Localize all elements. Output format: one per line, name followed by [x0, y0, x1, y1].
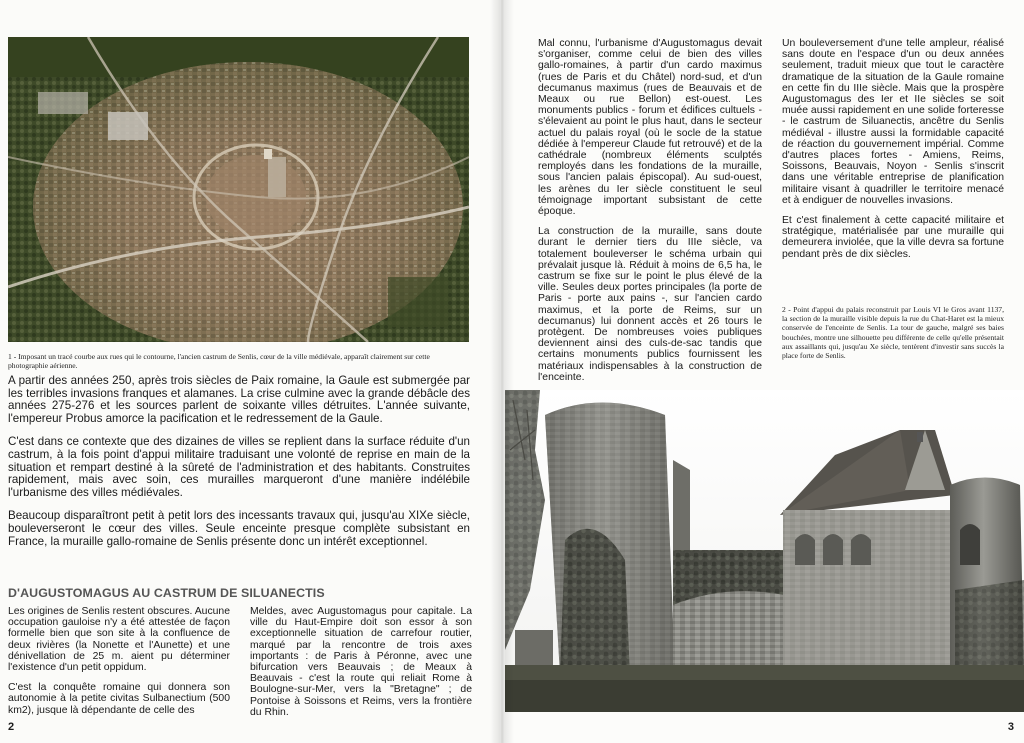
- intro-paragraph: Beaucoup disparaîtront petit à petit lors des incessants travaux qui, jusqu'au XIXe siècle, bouleverseront le cœur des villes. Seule enceinte presque complète subsistant en France, la muraille gallo-romaine de Senlis présente donc un intérêt exceptionnel.: [8, 509, 470, 548]
- column-b: [250, 606, 472, 727]
- intro-paragraph: C'est dans ce contexte que des dizaines de villes se replient dans la surface réduite d'un castrum, à la fois point d'appui militaire traduisant une volonté de reprise en main de la situation et rempart destiné à la sûreté de l'administration et des habitants. Construites rapidement, mais avec soin, ces murailles marqueront d'une manière indélébile l'urbanisme des villes médiévales.: [8, 435, 470, 499]
- page-number-left: 2: [8, 721, 15, 733]
- column-paragraph: C'est la conquête romaine qui donnera son autonomie à la petite civitas Sulbanectium (500 km2), jusque là dépendante de celle des: [8, 682, 230, 716]
- castle-photo-caption: 2 - Point d'appui du palais reconstruit par Louis VI le Gros avant 1137, la section de la muraille visible depuis la rue du Chat-Haret est la mieux conservée de l'enceinte de Senlis. La tour de gauche, malgré ses baies bouchées, montre une silhouette peu différente de celle qu'elle présentait aux assaillants qui, jusqu'au Xe siècle, tentèrent d'investir sans succès la place forte de Senlis.: [782, 305, 1004, 361]
- column-d: [782, 38, 1004, 269]
- intro-text: [8, 375, 470, 559]
- intro-paragraph: A partir des années 250, après trois siècles de Paix romaine, la Gaule est submergée par les terribles invasions franques et alamanes. La crise culmine avec la grande débâcle des années 275-276 et les sources parlent de soixante villes détruites. L'année suivante, l'empereur Probus amorce la pacification et le redressement de la Gaule.: [8, 374, 470, 425]
- column-paragraph: Meldes, avec Augustomagus pour capitale. La ville du Haut-Empire doit son essor à son exceptionnelle situation de carrefour routier, marqué par la rencontre de trois axes importants : de Paris à Péronne, avec une bifurcation vers Beauvais ; de Meaux à Beauvais - c'est la route qui reliait Rome à Boulogne-sur-Mer, vers la "Bretagne" ; de Pontoise à Soissons et Reims, vers la frontière du Rhin.: [250, 606, 472, 718]
- column-paragraph: Les origines de Senlis restent obscures. Aucune occupation gauloise n'y a été attestée de façon formelle bien que son site à la confluence de deux rivières (la Nonette et l'Aunette) et une dénivellation de 25 m. aient pu déterminer l'existence d'un petit oppidum.: [8, 606, 230, 674]
- aerial-photo-caption: 1 - Imposant un tracé courbe aux rues qui le contourne, l'ancien castrum de Senlis, cœur de la ville médiévale, apparaît clairement sur cette photographie aérienne.: [8, 352, 430, 371]
- book-gutter: [490, 0, 514, 743]
- left-page: [0, 0, 500, 743]
- column-paragraph: Un bouleversement d'une telle ampleur, réalisé sans doute en l'espace d'un ou deux années seulement, traduit mieux que tout le caractère dramatique de la situation de la Gaule romaine en cette fin du IIIe siècle. Mais que la prospère Augustomagus des Ier et IIe siècles se soit muée aussi rapidement en une solide forteresse - le castrum de Siluanectis, ancêtre du Senlis médiéval - illustre aussi la formidable capacité de réaction du gouvernement impérial. Comme d'autres places fortes - Amiens, Reims, Soissons, Beauvais, Noyon - Senlis s'inscrit dans une véritable entreprise de planification militaire visant à quadriller le territoire menacé et à endiguer de nouvelles invasions.: [782, 38, 1004, 206]
- column-c: [538, 38, 762, 392]
- section-heading: D'AUGUSTOMAGUS AU CASTRUM DE SILUANECTIS: [8, 586, 325, 600]
- column-a: [8, 606, 230, 725]
- column-paragraph: Mal connu, l'urbanisme d'Augustomagus devait s'organiser, comme celui de bien des villes gallo-romaines, à partir d'un cardo maximus (rues de Paris et du Châtel) nord-sud, et d'un decumanus maximus (rues de Beauvais et de Meaux ou rue Bellon) est-ouest. Les monuments publics - forum et édifices cultuels - s'élevaient au point le plus haut, dans le secteur actuel du palais royal (où le socle de la statue dédiée à l'empereur Claude fut retrouvé) et de la cathédrale (nombreux éléments sculptés remployés dans les fondations de la muraille, sous l'ancien palais épiscopal). Au sud-ouest, les arènes du Ier siècle constituent le seul témoignage important subsistant de cette époque.: [538, 38, 762, 218]
- column-paragraph: Et c'est finalement à cette capacité militaire et stratégique, matérialisée par une muraille qui demeurera inviolée, que la ville devra sa fortune pendant près de dix siècles.: [782, 215, 1004, 260]
- aerial-town-photo: [8, 37, 469, 342]
- column-paragraph: La construction de la muraille, sans doute durant le dernier tiers du IIIe siècle, va totalement bouleverser le schéma urbain qui prévalait jusque là. Réduit à moins de 6,5 ha, le castrum se fixe sur le point le plus élevé de la ville. Seules deux portes principales (la porte de Paris - porte aux pains -, sur l'ancien cardo maximus, et la porte de Reims, sur un decumanus) lui donnent accès et 26 tours le protègent. De nombreuses voies publiques deviennent ainsi des culs-de-sac tandis que certains monuments publics fournissent les matériaux indispensables à la construction de l'enceinte.: [538, 226, 762, 383]
- page-number-right: 3: [1007, 721, 1014, 733]
- castle-wall-photo: [505, 390, 1024, 712]
